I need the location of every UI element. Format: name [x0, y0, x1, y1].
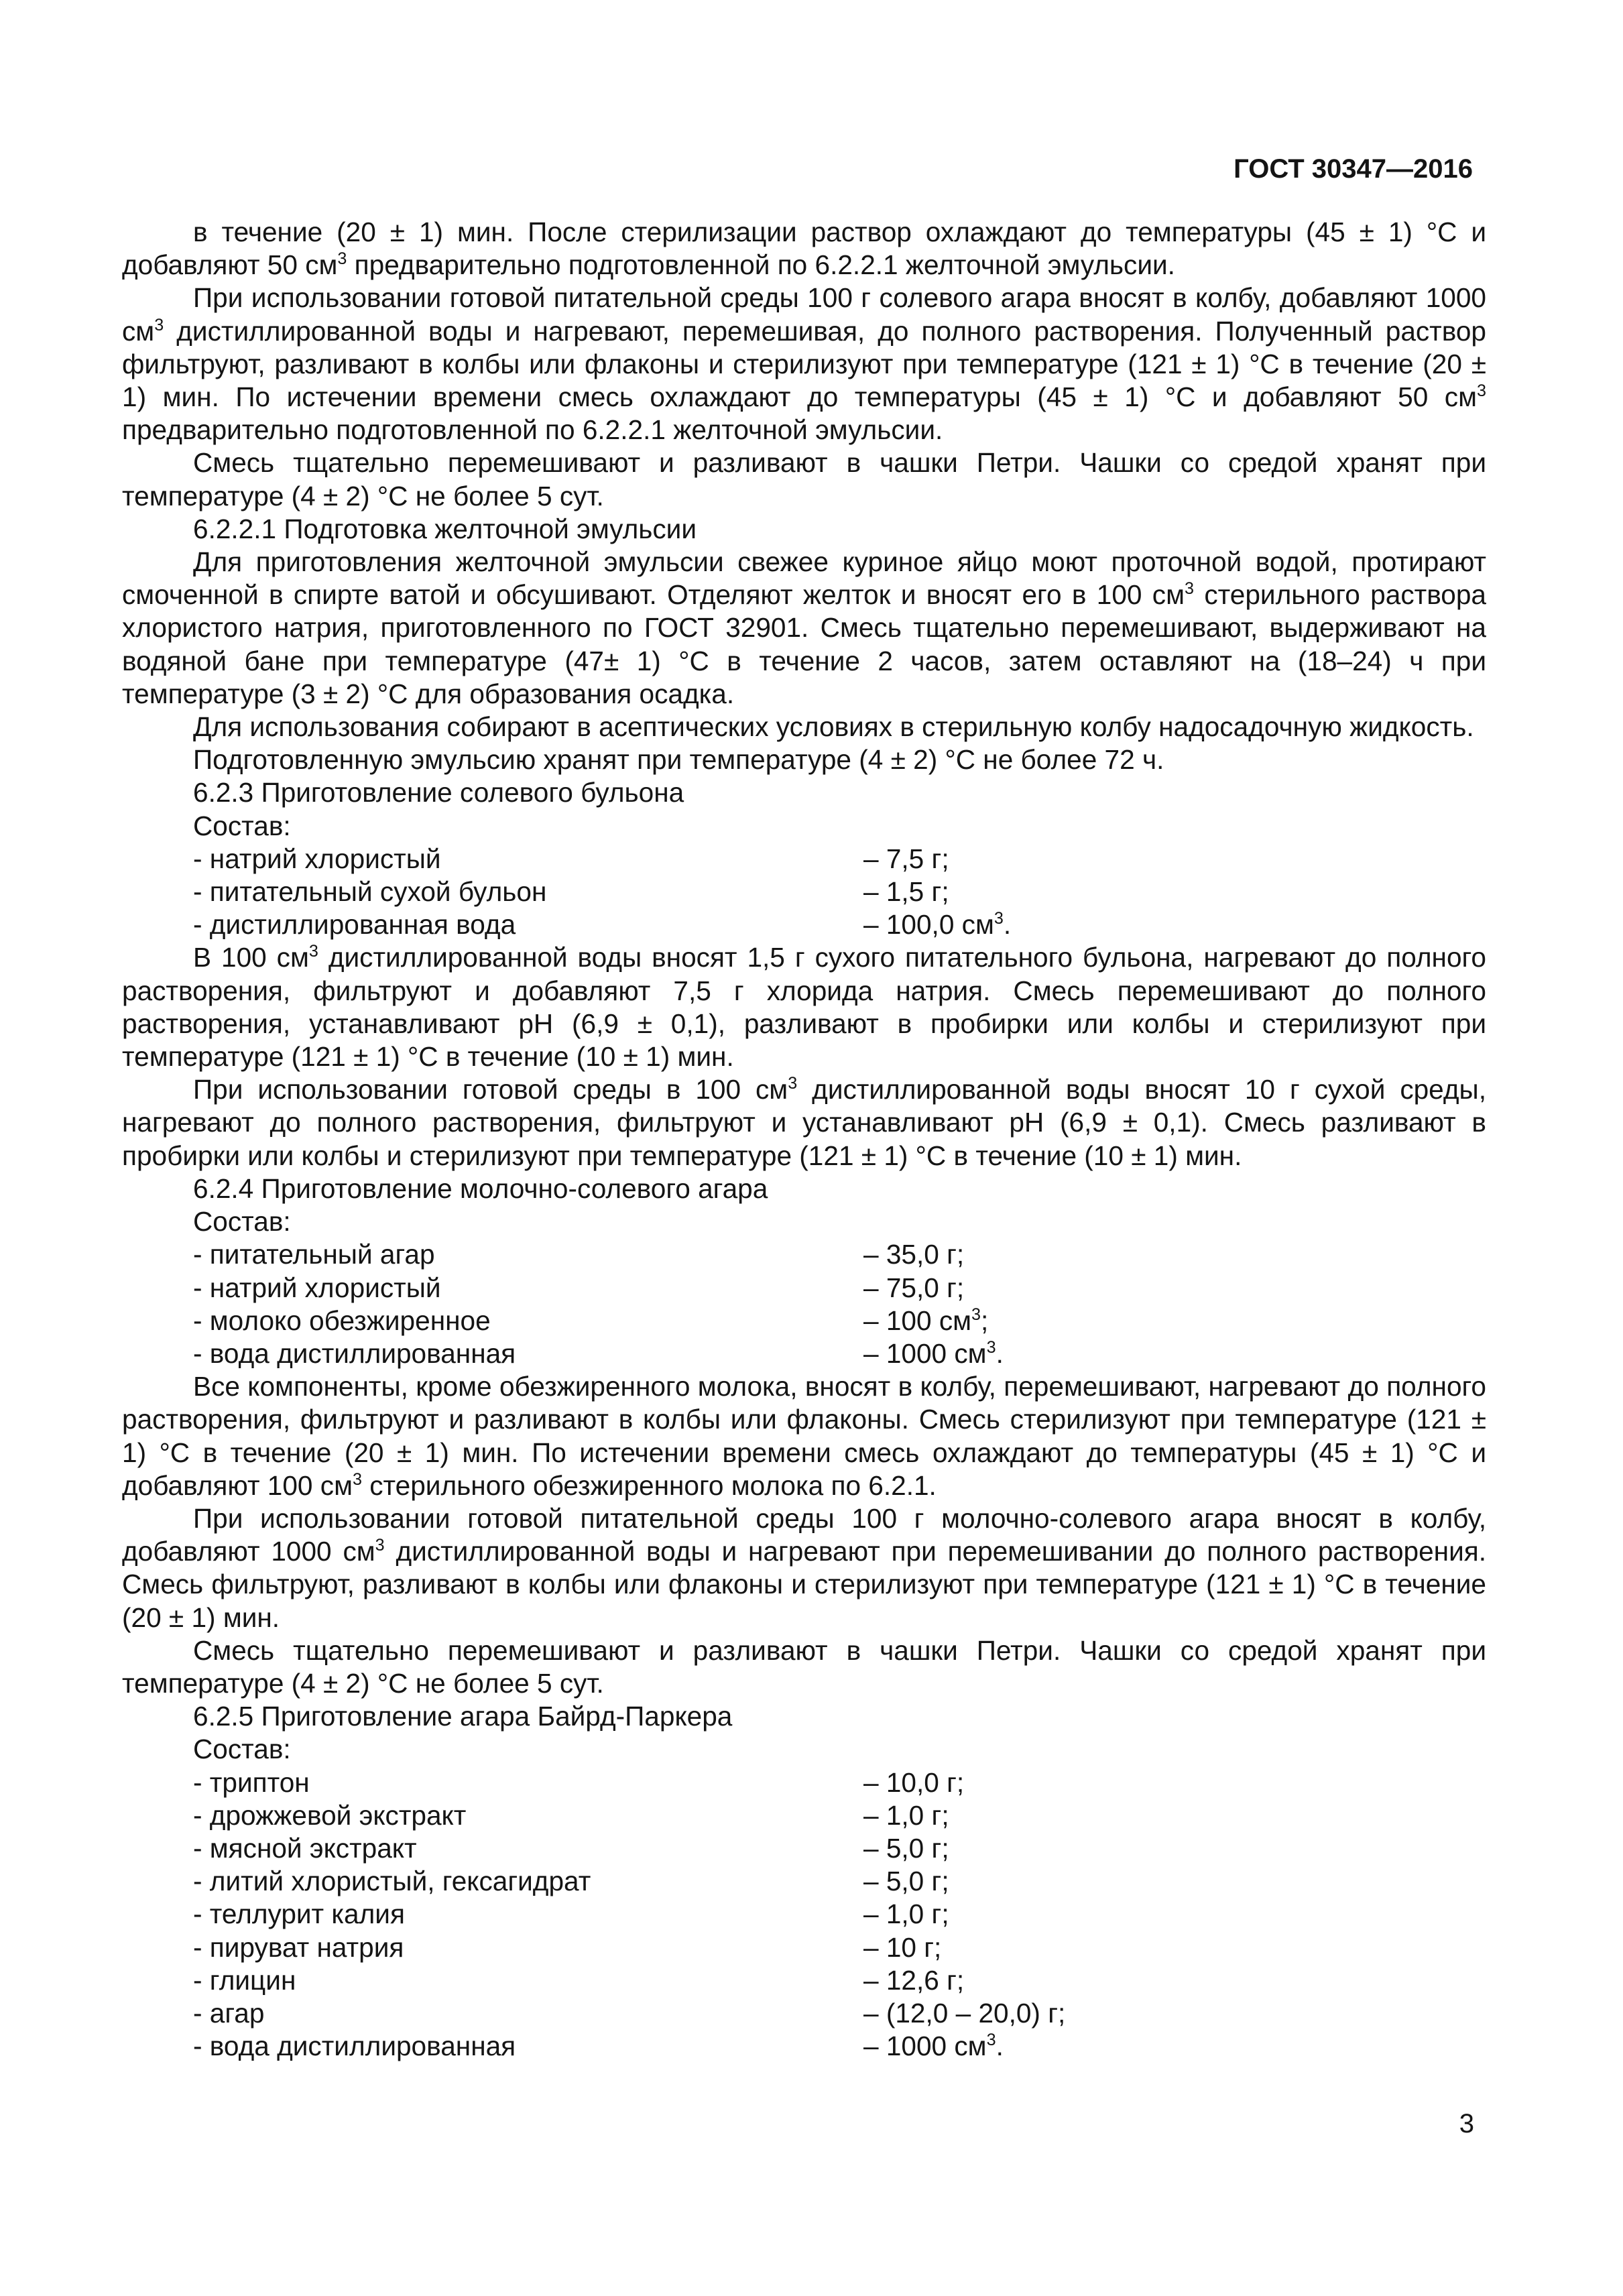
composition-list	[122, 1238, 1486, 1370]
composition-row	[122, 1766, 1486, 1799]
document-body	[122, 216, 1486, 2063]
composition-label: Состав:	[193, 810, 291, 841]
ingredient-amount: – 7,5 г;	[863, 843, 949, 874]
ingredient-name: - дрожжевой экстракт	[193, 1799, 467, 1831]
ingredient-amount: – 12,6 г;	[863, 1964, 965, 1996]
ingredient-amount: – 75,0 г;	[863, 1272, 965, 1303]
section-heading: 6.2.4 Приготовление молочно-солевого агара	[193, 1172, 768, 1204]
ingredient-amount: – (12,0 – 20,0) г;	[863, 1997, 1066, 2029]
composition-row	[122, 908, 1486, 941]
composition-row	[122, 843, 1486, 875]
paragraph: В 100 $см^3$ дистиллированной воды вносят 1,5 г сухого питательного бульона, нагревают до полного растворения, фильтруют и добавляют 7,5 г хлорида натрия. Смесь перемешивают до полного растворения, устанавливают рН (6,9 ± 0,1), разливают в пробирки или колбы и стерилизуют при температуре (121 ± 1) °С в течение (10 ± 1) мин.	[122, 942, 1486, 1073]
paragraph: Для приготовления желточной эмульсии свежее куриное яйцо моют проточной водой, протирают смоченной в спирте ватой и обсушивают. Отделяют желток и вносят его в 100 $см^3$ стерильного раствора хлористого натрия, приготовленного по ГОСТ 32901. Смесь тщательно перемешивают, выдерживают на водяной бане при температуре (47± 1) °С в течение 2 часов, затем оставляют на (18–24) ч при температуре (3 ± 2) °С для образования осадка.	[122, 546, 1486, 709]
section-heading: 6.2.2.1 Подготовка желточной эмульсии	[193, 513, 697, 544]
ingredient-amount: – 1000 $см^3$.	[863, 2031, 1004, 2062]
paragraph: Все компоненты, кроме обезжиренного молока, вносят в колбу, перемешивают, нагревают до полного растворения, фильтруют и разливают в колбы или флаконы. Смесь стерилизуют при температуре (121 ± 1) °С в течение (20 ± 1) мин. По истечении времени смесь охлаждают до температуры (45 ± 1) °С и добавляют 100 $см^3$ стерильного обезжиренного молока по 6.2.1.	[122, 1371, 1486, 1501]
paragraph: При использовании готовой питательной среды 100 г солевого агара вносят в колбу, добавляют 1000 $см^3$ дистиллированной воды и нагревают, перемешивая, до полного растворения. Полученный раствор фильтруют, разливают в колбы или флаконы и стерилизуют при температуре (121 ± 1) °С в течение (20 ± 1) мин. По истечении времени смесь охлаждают до температуры (45 ± 1) °С и добавляют 50 $см^3$ предварительно подготовленной по 6.2.2.1 желточной эмульсии.	[122, 282, 1486, 446]
ingredient-name: - теллурит калия	[193, 1898, 405, 1930]
composition-row	[122, 1997, 1486, 2030]
ingredient-name: - натрий хлористый	[193, 1272, 441, 1303]
composition-list	[122, 843, 1486, 942]
paragraph: Для использования собирают в асептических условиях в стерильную колбу надосадочную жидкость.	[193, 711, 1474, 743]
page-number: 3	[1459, 2109, 1474, 2138]
composition-row	[122, 1865, 1486, 1898]
ingredient-amount: – 1,5 г;	[863, 876, 949, 908]
ingredient-amount: – 100 $см^3$;	[863, 1305, 989, 1336]
composition-row	[122, 1305, 1486, 1337]
document-header: ГОСТ 30347—2016	[1234, 154, 1473, 184]
section-heading: 6.2.5 Приготовление агара Байрд-Паркера	[193, 1701, 733, 1732]
ingredient-name: - питательный агар	[193, 1239, 435, 1270]
ingredient-name: - триптон	[193, 1766, 310, 1798]
composition-row	[122, 1931, 1486, 1964]
ingredient-name: - вода дистиллированная	[193, 2031, 516, 2062]
ingredient-amount: – 10,0 г;	[863, 1766, 965, 1798]
paragraph: При использовании готовой питательной среды 100 г молочно-солевого агара вносят в колбу, добавляют 1000 $см^3$ дистиллированной воды и нагревают при перемешивании до полного растворения. Смесь фильтруют, разливают в колбы или флаконы и стерилизуют при температуре (121 ± 1) °С в течение (20 ± 1) мин.	[122, 1502, 1486, 1633]
ingredient-name: - дистиллированная вода	[193, 909, 516, 941]
ingredient-name: - пируват натрия	[193, 1931, 404, 1963]
ingredient-name: - литий хлористый, гексагидрат	[193, 1866, 591, 1897]
ingredient-name: - молоко обезжиренное	[193, 1305, 491, 1336]
ingredient-amount: – 35,0 г;	[863, 1239, 965, 1270]
composition-label: Состав:	[193, 1734, 291, 1765]
ingredient-amount: – 1,0 г;	[863, 1898, 949, 1930]
paragraph: в течение (20 ± 1) мин. После стерилизации раствор охлаждают до температуры (45 ± 1) °С и добавляют 50 $см^3$ предварительно подготовленной по 6.2.2.1 желточной эмульсии.	[122, 217, 1486, 281]
ingredient-amount: – 10 г;	[863, 1931, 942, 1963]
ingredient-name: - вода дистиллированная	[193, 1337, 516, 1369]
composition-row	[122, 1238, 1486, 1271]
ingredient-name: - питательный сухой бульон	[193, 876, 547, 908]
composition-row	[122, 1799, 1486, 1832]
ingredient-name: - мясной экстракт	[193, 1832, 417, 1864]
composition-row	[122, 1898, 1486, 1931]
paragraph: Смесь тщательно перемешивают и разливают в чашки Петри. Чашки со средой хранят при температуре (4 ± 2) °С не более 5 сут.	[122, 447, 1486, 511]
ingredient-name: - агар	[193, 1997, 265, 2029]
ingredient-amount: – 100,0 $см^3$.	[863, 909, 1012, 941]
composition-label: Состав:	[193, 1206, 291, 1237]
composition-row	[122, 1272, 1486, 1305]
ingredient-name: - натрий хлористый	[193, 843, 441, 874]
paragraph: Смесь тщательно перемешивают и разливают в чашки Петри. Чашки со средой хранят при температуре (4 ± 2) °С не более 5 сут.	[122, 1634, 1486, 1699]
section-heading: 6.2.3 Приготовление солевого бульона	[193, 777, 684, 808]
composition-row	[122, 2030, 1486, 2063]
ingredient-amount: – 5,0 г;	[863, 1866, 949, 1897]
ingredient-amount: – 1000 $см^3$.	[863, 1337, 1004, 1369]
composition-row	[122, 1337, 1486, 1370]
composition-row	[122, 1832, 1486, 1865]
composition-row	[122, 1964, 1486, 1997]
paragraph: При использовании готовой среды в 100 $см^3$ дистиллированной воды вносят 10 г сухой среды, нагревают до полного растворения, фильтруют и устанавливают рН (6,9 ± 0,1). Смесь разливают в пробирки или колбы и стерилизуют при температуре (121 ± 1) °С в течение (10 ± 1) мин.	[122, 1074, 1486, 1171]
ingredient-amount: – 5,0 г;	[863, 1832, 949, 1864]
composition-row	[122, 875, 1486, 908]
paragraph: Подготовленную эмульсию хранят при температуре (4 ± 2) °С не более 72 ч.	[193, 744, 1164, 776]
ingredient-name: - глицин	[193, 1964, 296, 1996]
composition-list	[122, 1766, 1486, 2063]
ingredient-amount: – 1,0 г;	[863, 1799, 949, 1831]
